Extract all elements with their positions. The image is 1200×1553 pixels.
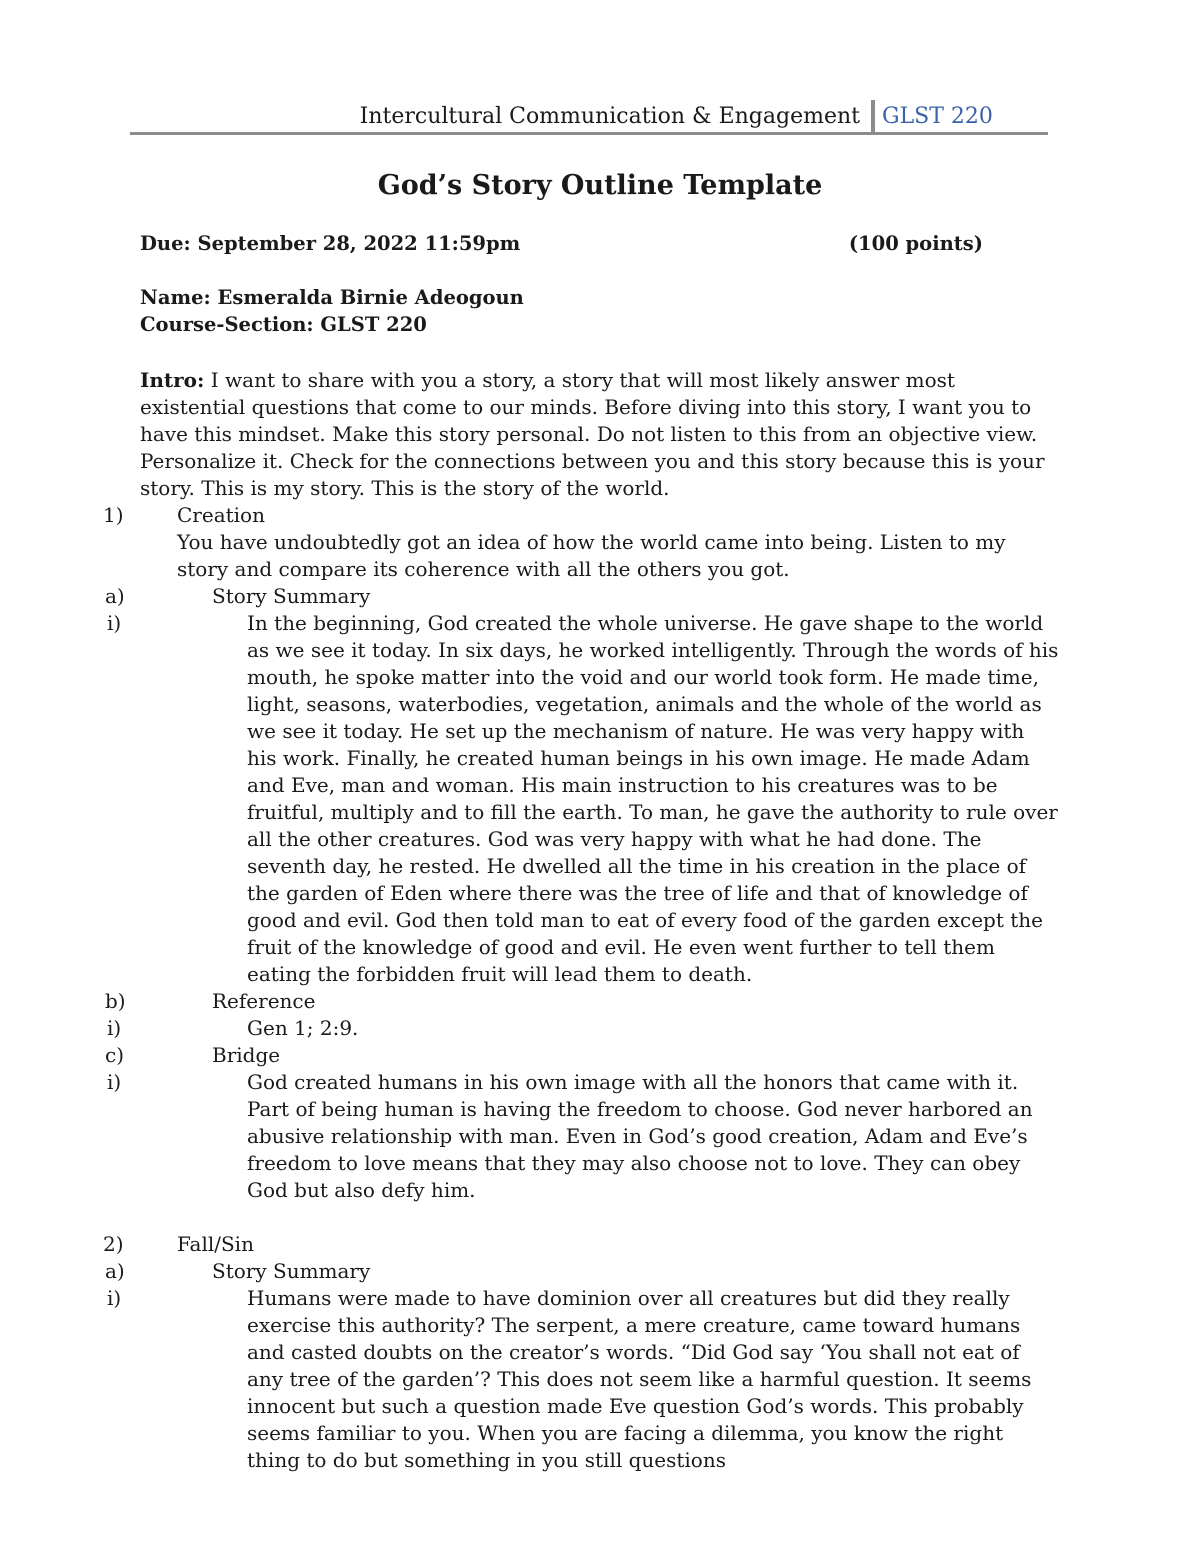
- list-item: [105, 583, 1060, 610]
- sub-item-number: i): [107, 1070, 122, 1094]
- section-creation: [103, 502, 1060, 529]
- list-item: [105, 1258, 1060, 1285]
- student-name: Name: Esmeralda Birnie Adeogoun: [140, 286, 524, 309]
- story-summary-text: Humans were made to have dominion over all creatures but did they really exercise this authority? The serpent, a mere creature, came toward humans and casted doubts on the creator’s words. “Did God say ‘You shall not eat of any tree of the garden’? This does not seem like a harmful question. It seems innocent but such a question made Eve question God’s words. This probably seems familiar to you. When you are facing a dilemma, you know the right thing to do but something in you still questions: [247, 1286, 1032, 1472]
- course-section: Course-Section: GLST 220: [140, 313, 427, 336]
- intro-paragraph: [140, 367, 1060, 502]
- section-title: Fall/Sin: [177, 1232, 254, 1256]
- section-fall-sin: [103, 1231, 1060, 1258]
- intro-text: I want to share with you a story, a story that will most likely answer most existential questions that come to our minds. Before diving into this story, I want you to have this mindset. Make this story personal. Do not listen to this from an objective view. Personalize it. Check for the connections between you and this story because this is your story. This is my story. This is the story of the world.: [140, 368, 1045, 500]
- item-label: Story Summary: [212, 584, 371, 608]
- list-item: [107, 1015, 1060, 1042]
- section-number: 1): [103, 503, 124, 527]
- item-label: Reference: [212, 989, 316, 1013]
- item-letter: c): [105, 1043, 125, 1067]
- sub-item-number: i): [107, 611, 122, 635]
- bridge-text: God created humans in his own image with all the honors that came with it. Part of being human is having the freedom to choose. God never harbored an abusive relationship with man. Even in God’s good creation, Adam and Eve’s freedom to love means that they may also choose not to love. They can obey God but also defy him.: [247, 1070, 1033, 1202]
- intro-label: Intro:: [140, 368, 205, 392]
- course-code: GLST 220: [882, 104, 993, 129]
- due-line: [140, 232, 983, 255]
- blank-line: [140, 1204, 1060, 1231]
- due-date: Due: September 28, 2022 11:59pm: [140, 232, 521, 255]
- header-separator: [871, 100, 875, 134]
- header-rule: [130, 132, 1048, 135]
- item-label: Bridge: [212, 1043, 281, 1067]
- section-title: Creation: [177, 503, 265, 527]
- list-item: [107, 1069, 1060, 1204]
- item-letter: b): [105, 989, 126, 1013]
- item-letter: a): [105, 584, 125, 608]
- item-label: Story Summary: [212, 1259, 371, 1283]
- sub-item-number: i): [107, 1286, 122, 1310]
- reference-text: Gen 1; 2:9.: [247, 1016, 359, 1040]
- list-item: [105, 988, 1060, 1015]
- points-value: (100 points): [848, 232, 983, 255]
- item-letter: a): [105, 1259, 125, 1283]
- document-body: [103, 367, 1060, 1474]
- list-item: [105, 1042, 1060, 1069]
- list-item: [107, 1285, 1060, 1474]
- section-lead: [140, 529, 1060, 583]
- section-number: 2): [103, 1232, 124, 1256]
- sub-item-number: i): [107, 1016, 122, 1040]
- section-lead-text: You have undoubtedly got an idea of how the world came into being. Listen to my story and compare its coherence with all the others you got.: [177, 530, 1006, 581]
- list-item: [107, 610, 1060, 988]
- page-header: [130, 100, 1048, 140]
- story-summary-text: In the beginning, God created the whole universe. He gave shape to the world as we see it today. In six days, he worked intelligently. Through the words of his mouth, he spoke matter into the void and our world took form. He made time, light, seasons, waterbodies, vegetation, animals and the whole of the world as we see it today. He set up the mechanism of nature. He was very happy with his work. Finally, he created human beings in his own image. He made Adam and Eve, man and woman. His main instruction to his creatures was to be fruitful, multiply and to fill the earth. To man, he gave the authority to rule over all the other creatures. God was very happy with what he had done. The seventh day, he rested. He dwelled all the time in his creation in the place of the garden of Eden where there was the tree of life and that of knowledge of good and evil. God then told man to eat of every food of the garden except the fruit of the knowledge of good and evil. He even went further to tell them eating the forbidden fruit will lead them to death.: [247, 611, 1059, 986]
- document-title: God’s Story Outline Template: [377, 170, 823, 201]
- course-title: Intercultural Communication & Engagement: [359, 104, 860, 129]
